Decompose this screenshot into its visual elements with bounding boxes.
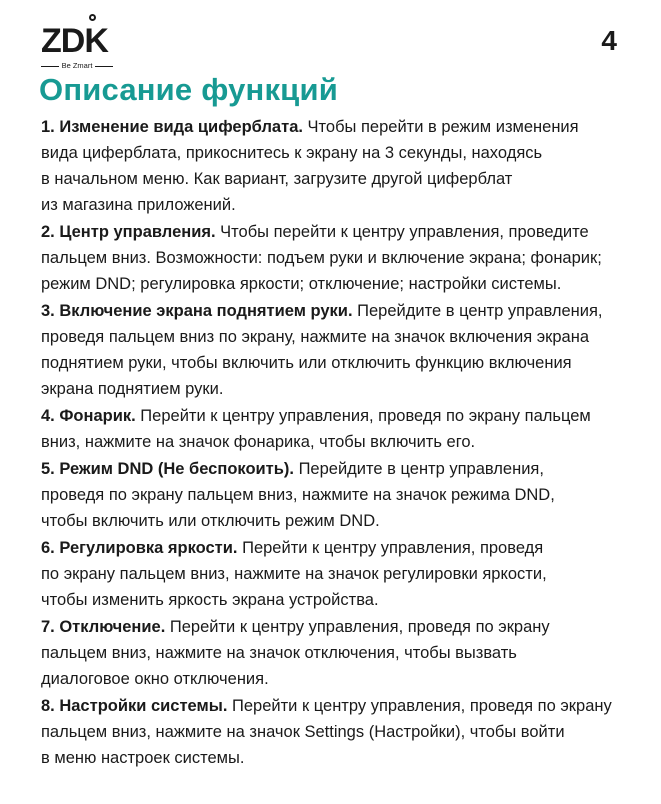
function-item-flashlight bbox=[41, 403, 631, 455]
function-item-dnd bbox=[41, 456, 631, 534]
function-item-raise-to-wake bbox=[41, 298, 631, 402]
function-text: из магазина приложений. bbox=[41, 196, 236, 214]
function-text: вниз, нажмите на значок фонарика, чтобы включить его. bbox=[41, 433, 476, 451]
function-heading: 2. Центр управления. bbox=[41, 223, 216, 241]
logo-tagline: Be Zmart bbox=[61, 61, 93, 70]
function-item-system-settings bbox=[41, 693, 631, 771]
logo-tagline-row bbox=[41, 61, 113, 71]
logo-line-right bbox=[95, 66, 113, 67]
function-heading: 1. Изменение вида циферблата. bbox=[41, 118, 303, 136]
logo-circle-icon bbox=[89, 14, 96, 21]
logo-text: ZDK bbox=[41, 22, 108, 60]
function-heading: 7. Отключение. bbox=[41, 618, 166, 636]
function-text: режим DND; регулировка яркости; отключение; настройки системы. bbox=[41, 275, 562, 293]
function-item-brightness bbox=[41, 535, 631, 613]
function-item-control-center bbox=[41, 219, 631, 297]
function-heading: 4. Фонарик. bbox=[41, 407, 136, 425]
function-text: чтобы изменить яркость экрана устройства. bbox=[41, 591, 379, 609]
function-text: в начальном меню. Как вариант, загрузите другой циферблат bbox=[41, 170, 513, 188]
function-text: пальцем вниз, нажмите на значок отключения, чтобы вызвать bbox=[41, 644, 517, 662]
page-number: 4 bbox=[601, 25, 617, 56]
function-text: чтобы включить или отключить режим DND. bbox=[41, 512, 380, 530]
function-item-shutdown bbox=[41, 614, 631, 692]
function-text: Перейдите в центр управления, bbox=[352, 302, 603, 320]
function-heading: 3. Включение экрана поднятием руки. bbox=[41, 302, 353, 320]
function-text: Перейдите в центр управления, bbox=[293, 460, 544, 478]
zdk-logo bbox=[41, 12, 117, 70]
function-text: Перейти к центру управления, проведя по экрану bbox=[227, 697, 612, 715]
function-text: Чтобы перейти в режим изменения bbox=[302, 118, 579, 136]
function-text: экрана поднятием руки. bbox=[41, 380, 224, 398]
function-text: вида циферблата, прикоснитесь к экрану на 3 секунды, находясь bbox=[41, 144, 543, 162]
function-text: в меню настроек системы. bbox=[41, 749, 245, 767]
page-title: Описание функций bbox=[39, 72, 338, 107]
function-text: проведя пальцем вниз по экрану, нажмите на значок включения экрана bbox=[41, 328, 590, 346]
function-text: Перейти к центру управления, проведя bbox=[237, 539, 544, 557]
function-text: поднятием руки, чтобы включить или отключить функцию включения bbox=[41, 354, 572, 372]
function-text: по экрану пальцем вниз, нажмите на значок регулировки яркости, bbox=[41, 565, 547, 583]
function-text: Перейти к центру управления, проведя по экрану пальцем bbox=[135, 407, 591, 425]
function-text: Перейти к центру управления, проведя по экрану bbox=[165, 618, 550, 636]
function-text: пальцем вниз, нажмите на значок Settings (Настройки), чтобы войти bbox=[41, 723, 565, 741]
function-heading: 8. Настройки системы. bbox=[41, 697, 228, 715]
function-text: Чтобы перейти к центру управления, проведите bbox=[215, 223, 589, 241]
function-text: диалоговое окно отключения. bbox=[41, 670, 269, 688]
function-list bbox=[41, 114, 631, 772]
function-item-watchface bbox=[41, 114, 631, 218]
function-text: пальцем вниз. Возможности: подъем руки и включение экрана; фонарик; bbox=[41, 249, 602, 267]
logo-line-left bbox=[41, 66, 59, 67]
function-heading: 6. Регулировка яркости. bbox=[41, 539, 238, 557]
function-heading: 5. Режим DND (Не беспокоить). bbox=[41, 460, 294, 478]
function-text: проведя по экрану пальцем вниз, нажмите на значок режима DND, bbox=[41, 486, 555, 504]
